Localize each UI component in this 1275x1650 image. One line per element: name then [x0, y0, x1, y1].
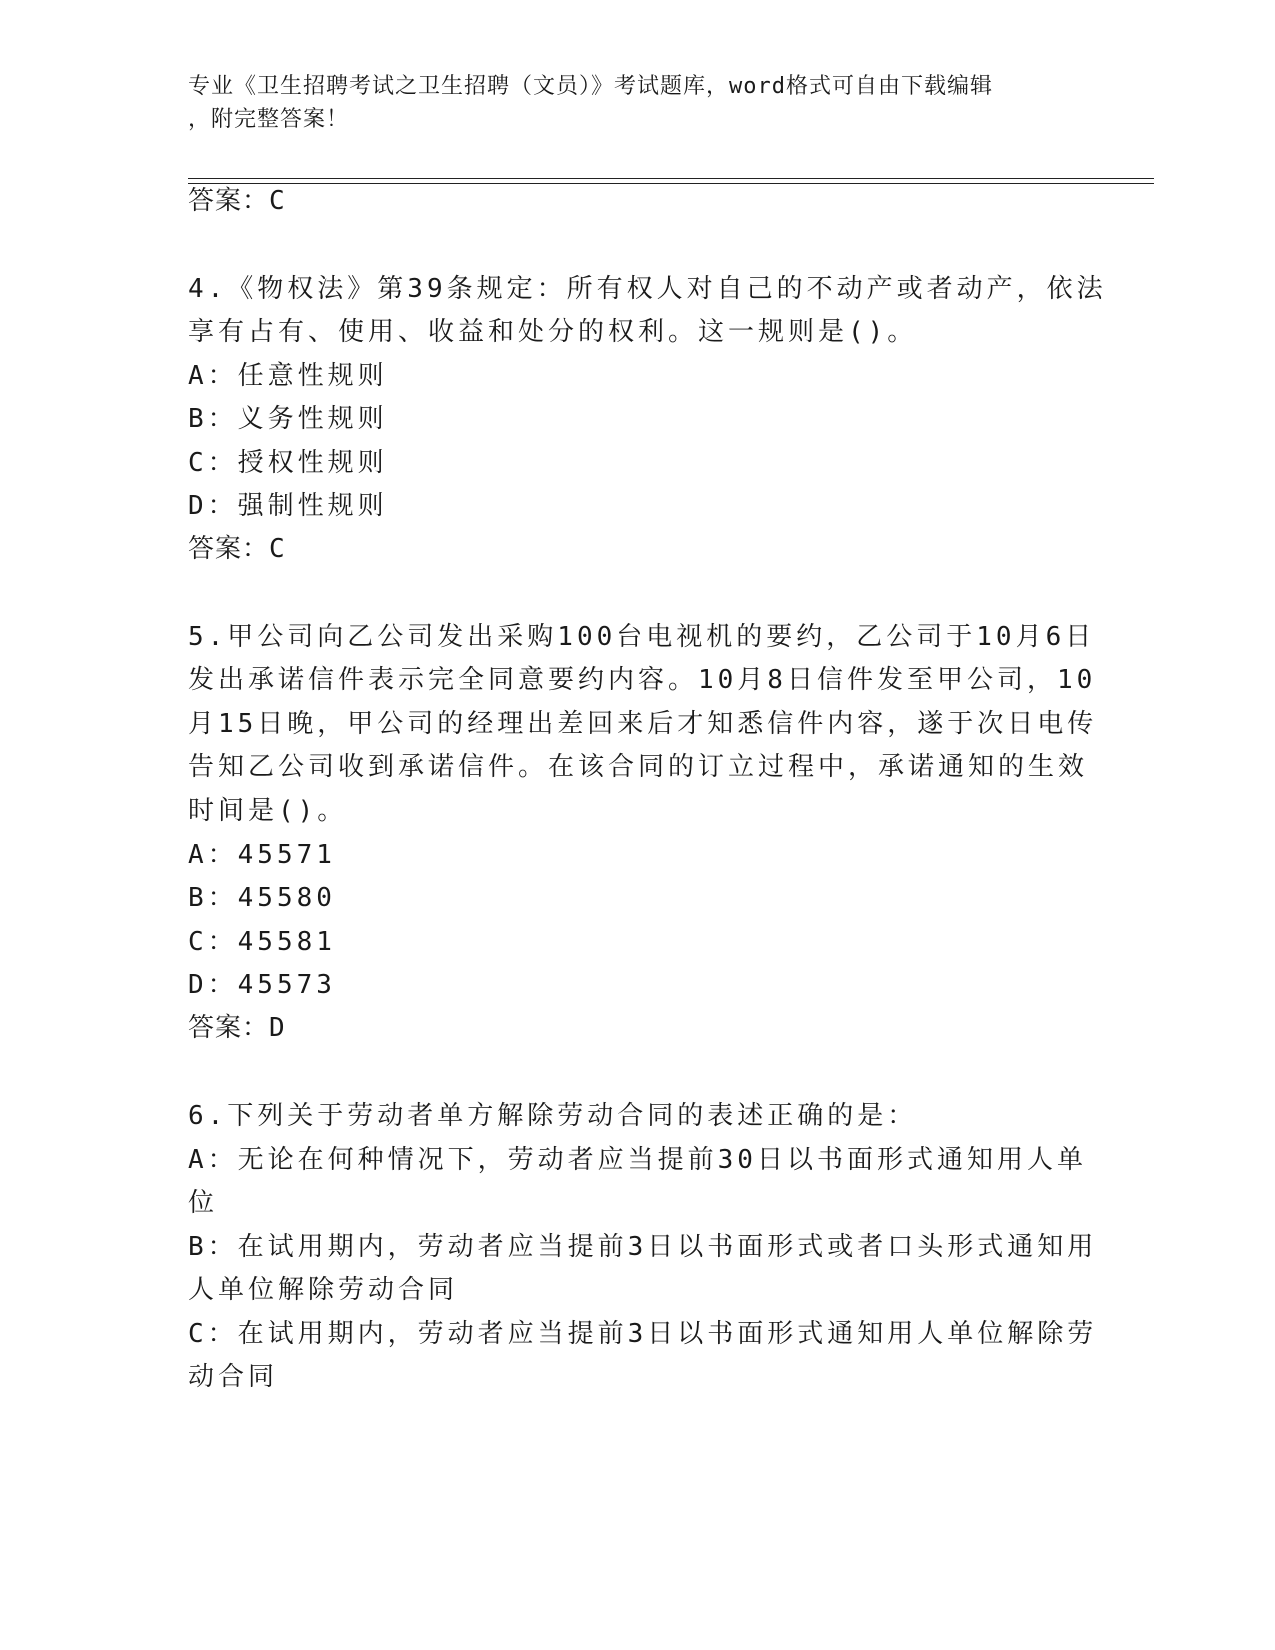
q4-answer	[188, 532, 286, 566]
answer-value: C	[269, 186, 286, 216]
answer-value: C	[269, 534, 286, 564]
q5-option-c: C：45581	[188, 927, 336, 957]
q4-text-line-1: 4.《物权法》第39条规定：所有权人对自己的不动产或者动产，依法	[188, 274, 1107, 304]
q6-option-b-line-1: B：在试用期内，劳动者应当提前3日以书面形式或者口头形式通知用	[188, 1232, 1098, 1262]
q5-option-b: B：45580	[188, 883, 336, 913]
q5-text-line-5: 时间是()。	[188, 796, 348, 826]
q5-text-line-3: 月15日晚，甲公司的经理出差回来后才知悉信件内容，遂于次日电传	[188, 709, 1098, 739]
q6-option-c-line-1: C：在试用期内，劳动者应当提前3日以书面形式通知用人单位解除劳	[188, 1319, 1098, 1349]
answer-prev	[188, 184, 286, 218]
header-divider	[188, 178, 1154, 184]
header-line-1: 专业《卫生招聘考试之卫生招聘（文员）》考试题库，word格式可自由下载编辑	[188, 74, 993, 99]
answer-label: 答案：	[188, 186, 270, 216]
q4-option-d: D：强制性规则	[188, 491, 388, 521]
q5-text-line-1: 5.甲公司向乙公司发出采购100台电视机的要约，乙公司于10月6日	[188, 622, 1096, 652]
q6-option-b-line-2: 人单位解除劳动合同	[188, 1275, 459, 1305]
q4-option-c: C：授权性规则	[188, 448, 388, 478]
q6-text-line-1: 6.下列关于劳动者单方解除劳动合同的表述正确的是：	[188, 1101, 918, 1131]
answer-value: D	[269, 1013, 286, 1043]
q6-option-a-line-1: A：无论在何种情况下，劳动者应当提前30日以书面形式通知用人单	[188, 1145, 1087, 1175]
document-page	[188, 0, 1188, 1650]
answer-label: 答案：	[188, 534, 270, 564]
q5-option-d: D：45573	[188, 970, 336, 1000]
answer-label: 答案：	[188, 1013, 270, 1043]
q5-answer	[188, 1011, 286, 1045]
q5-option-a: A：45571	[188, 840, 336, 870]
q4-option-a: A：任意性规则	[188, 361, 388, 391]
q5-text-line-2: 发出承诺信件表示完全同意要约内容。10月8日信件发至甲公司，10	[188, 665, 1097, 695]
q6-option-c-line-2: 动合同	[188, 1362, 279, 1392]
q4-text-line-2: 享有占有、使用、收益和处分的权利。这一规则是()。	[188, 317, 918, 347]
q6-option-a-line-2: 位	[188, 1188, 219, 1218]
page-header	[188, 70, 1068, 136]
header-line-2: ，附完整答案！	[188, 107, 350, 132]
q4-option-b: B：义务性规则	[188, 404, 388, 434]
q5-text-line-4: 告知乙公司收到承诺信件。在该合同的订立过程中，承诺通知的生效	[188, 752, 1089, 782]
